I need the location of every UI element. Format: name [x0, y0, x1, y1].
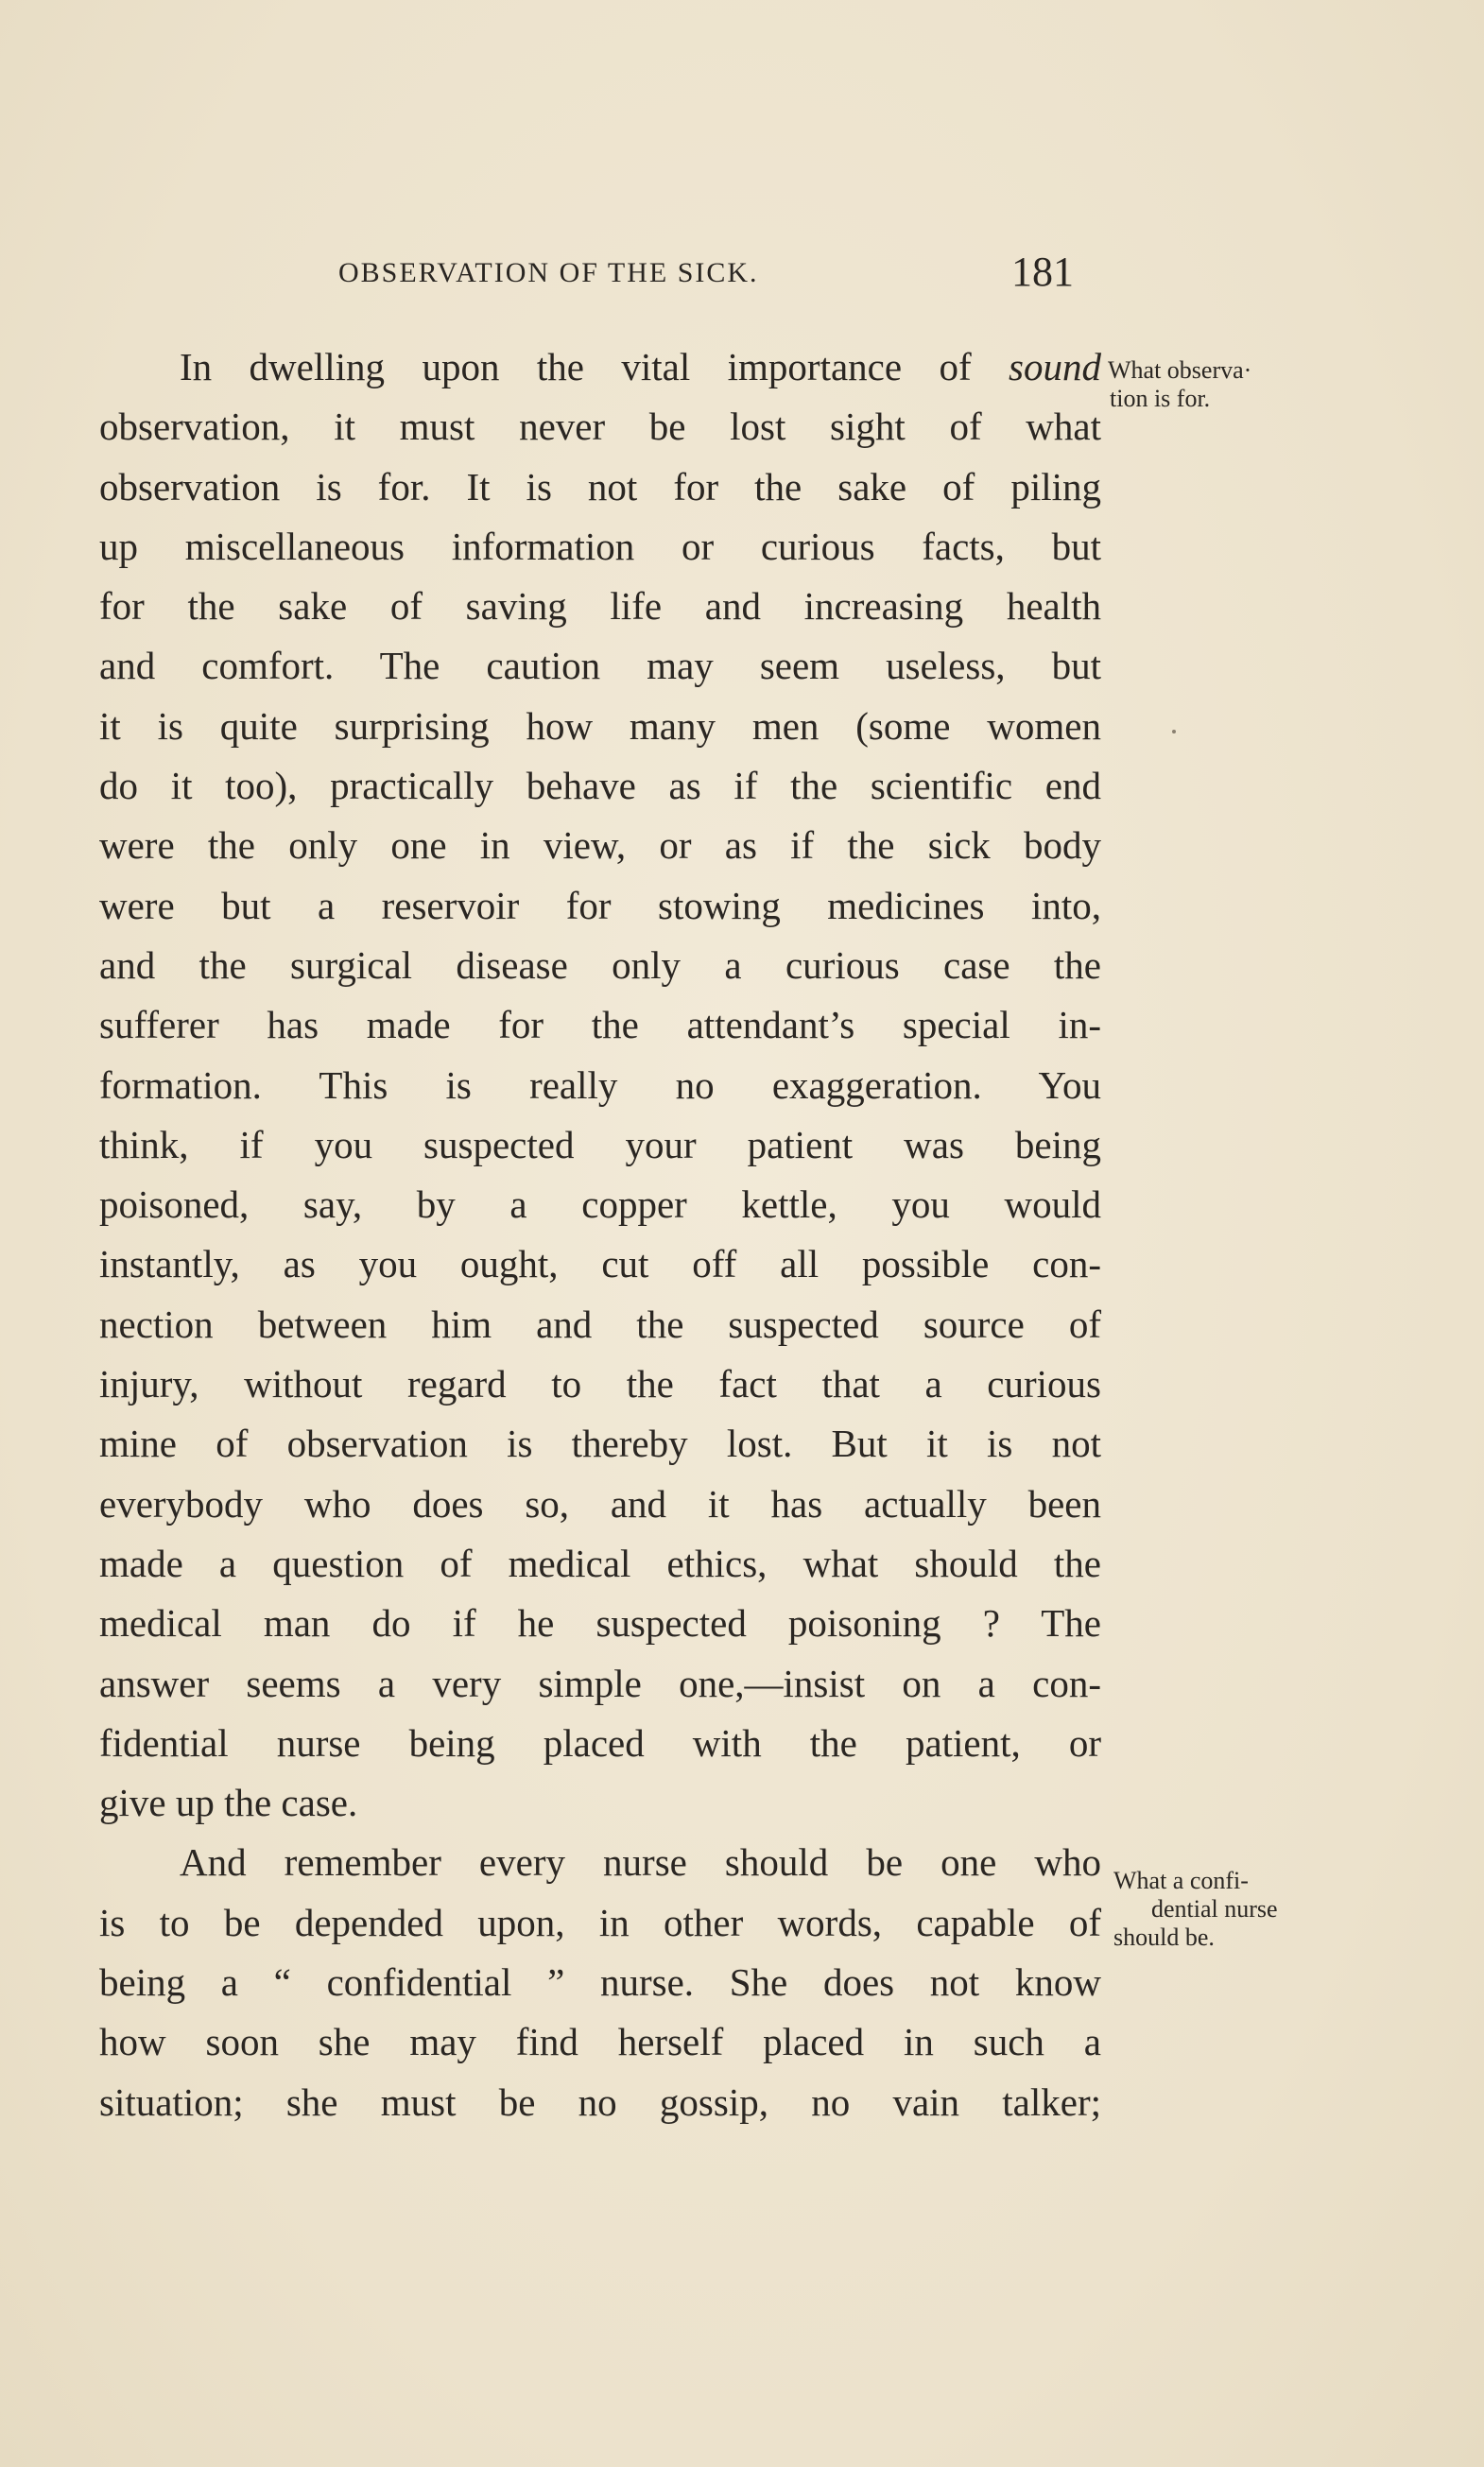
text-line: injury, without regard to the fact that a curious	[99, 1362, 1101, 1406]
ink-speck	[1172, 730, 1176, 733]
margin-note-line: tion is for.	[1110, 385, 1211, 412]
margin-note-line: What observa·	[1108, 356, 1252, 384]
emphasis-sound: sound	[1009, 345, 1101, 388]
text-line: answer seems a very simple one,—insist on a con-	[99, 1661, 1101, 1705]
text-line-segment: In dwelling upon the vital importance of	[180, 345, 1009, 388]
text-line: fidential nurse being placed with the patient, or	[99, 1720, 1101, 1765]
text-line: were but a reservoir for stowing medicines into,	[99, 883, 1101, 927]
text-line: up miscellaneous information or curious facts, but	[99, 524, 1101, 568]
text-line: think, if you suspected your patient was being	[99, 1122, 1101, 1166]
body-text	[99, 337, 1101, 2132]
text-line: instantly, as you ought, cut off all possible con-	[99, 1242, 1101, 1286]
text-line: formation. This is really no exaggeration. You	[99, 1062, 1101, 1107]
text-line: and comfort. The caution may seem useless, but	[99, 644, 1101, 688]
margin-note-confidential-nurse	[1113, 1867, 1278, 1952]
text-line: for the sake of saving life and increasing health	[99, 584, 1101, 629]
text-line: sufferer has made for the attendant’s special in-	[99, 1003, 1101, 1047]
text-line: give up the case.	[99, 1781, 358, 1825]
text-line: mine of observation is thereby lost. But it is not	[99, 1422, 1101, 1466]
text-line: everybody who does so, and it has actually been	[99, 1481, 1101, 1526]
text-line: And remember every nurse should be one who	[180, 1840, 1101, 1885]
margin-note-observation	[1108, 356, 1251, 413]
text-line: and the surgical disease only a curious case the	[99, 942, 1101, 987]
text-line: observation is for. It is not for the sake of piling	[99, 464, 1101, 509]
text-line: made a question of medical ethics, what should the	[99, 1541, 1101, 1585]
margin-note-line: What a confi-	[1113, 1867, 1249, 1894]
text-line: observation, it must never be lost sight of what	[99, 405, 1101, 449]
text-line: were the only one in view, or as if the sick body	[99, 823, 1101, 868]
margin-note-line: should be.	[1113, 1924, 1215, 1951]
text-line	[99, 337, 1101, 397]
text-line: being a “ confidential ” nurse. She does not know	[99, 1960, 1101, 2005]
page-number: 181	[1011, 249, 1074, 295]
text-line: poisoned, say, by a copper kettle, you would	[99, 1182, 1101, 1227]
text-line: situation; she must be no gossip, no vain talker;	[99, 2079, 1101, 2124]
text-line: medical man do if he suspected poisoning ? The	[99, 1601, 1101, 1646]
margin-note-line: dential nurse	[1151, 1895, 1278, 1923]
text-line: nection between him and the suspected source of	[99, 1302, 1101, 1346]
running-title: OBSERVATION OF THE SICK.	[338, 257, 759, 288]
running-head	[338, 248, 1104, 304]
text-line: how soon she may find herself placed in such a	[99, 2020, 1101, 2064]
text-line: do it too), practically behave as if the scientific end	[99, 764, 1101, 808]
text-line: it is quite surprising how many men (some women	[99, 703, 1101, 748]
text-line: is to be depended upon, in other words, capable of	[99, 1900, 1101, 1944]
